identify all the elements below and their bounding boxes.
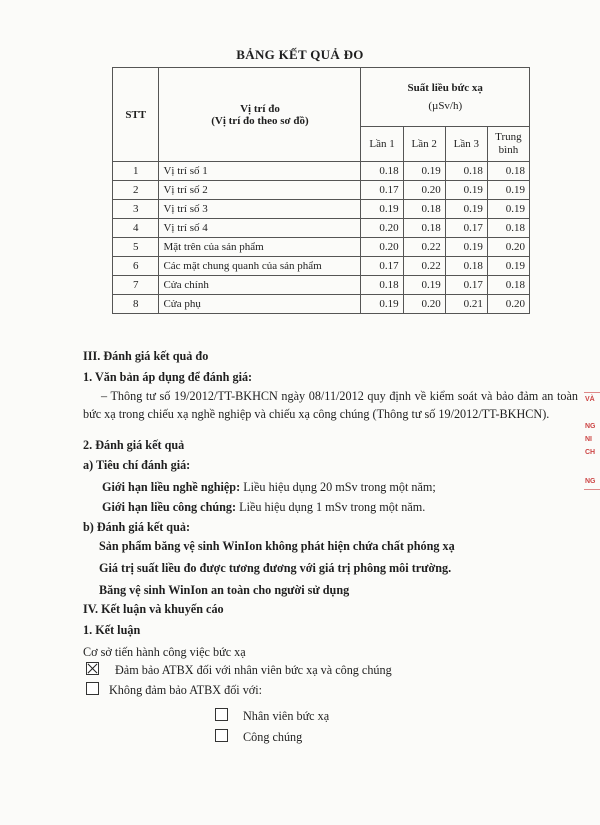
row-average: 0.20 <box>487 295 529 314</box>
checkbox-ensure-checked[interactable] <box>86 662 99 675</box>
row-position: Vị trí số 4 <box>159 219 361 238</box>
row-run-1: 0.20 <box>361 238 403 257</box>
checkbox-not-ensure[interactable] <box>86 682 99 695</box>
table-row <box>113 181 530 200</box>
section-4-heading: IV. Kết luận và khuyến cáo <box>83 602 224 616</box>
margin-rule <box>584 489 600 490</box>
header-position <box>159 68 361 162</box>
facility-text: Cơ sở tiến hành công việc bức xạ <box>83 645 246 659</box>
section-3-2b-heading: b) Đánh giá kết quả: <box>83 520 191 534</box>
row-run-1: 0.17 <box>361 181 403 200</box>
public-limit-line <box>102 498 592 516</box>
row-run-2: 0.22 <box>403 238 445 257</box>
table-row <box>113 200 530 219</box>
row-stt: 8 <box>113 295 159 314</box>
row-stt: 4 <box>113 219 159 238</box>
evaluation-line-3: Băng vệ sinh WinIon an toàn cho người sử dụng <box>99 583 350 597</box>
row-position: Mặt trên của sản phẩm <box>159 238 361 257</box>
margin-mark: NG <box>585 423 596 430</box>
section-3-1-heading: 1. Văn bản áp dụng để đánh giá: <box>83 370 253 384</box>
margin-mark: NI <box>585 436 592 443</box>
header-stt: STT <box>113 68 159 162</box>
row-run-3: 0.18 <box>445 257 487 276</box>
header-average-line2: bình <box>498 144 519 156</box>
row-stt: 2 <box>113 181 159 200</box>
row-run-1: 0.20 <box>361 219 403 238</box>
measurement-results-table <box>112 67 530 314</box>
margin-mark: VÀ <box>585 396 595 403</box>
header-dose-rate-unit: (µSv/h) <box>428 100 463 112</box>
checkbox-ensure-label: Đảm bảo ATBX đối với nhân viên bức xạ và công chúng <box>115 663 392 677</box>
row-average: 0.19 <box>487 181 529 200</box>
occupational-limit-label: Giới hạn liều nghề nghiệp: <box>102 480 241 494</box>
section-3-2a-heading: a) Tiêu chí đánh giá: <box>83 458 191 472</box>
regulation-paragraph: – Thông tư số 19/2012/TT-BKHCN ngày 08/11/2012 quy định về kiểm soát và bảo đảm an toàn bức xạ trong chiếu xạ nghề nghiệp và chiếu xạ công chúng (Thông tư số 19/2012/TT-BKHCN). <box>83 389 578 421</box>
margin-mark: NG <box>585 478 596 485</box>
checkbox-public[interactable] <box>215 729 228 742</box>
row-run-2: 0.18 <box>403 200 445 219</box>
header-position-title: Vị trí đo <box>240 102 280 115</box>
checkbox-radiation-staff-label: Nhân viên bức xạ <box>243 709 330 723</box>
row-run-3: 0.18 <box>445 162 487 181</box>
checkbox-row-ensure <box>86 661 576 679</box>
row-position: Vị trí số 1 <box>159 162 361 181</box>
checkbox-public-label: Công chúng <box>243 730 303 744</box>
public-limit-label: Giới hạn liều công chúng: <box>102 500 237 514</box>
row-stt: 7 <box>113 276 159 295</box>
row-position: Cửa chính <box>159 276 361 295</box>
checkbox-row-public <box>215 728 600 746</box>
table-row <box>113 238 530 257</box>
row-position: Vị trí số 3 <box>159 200 361 219</box>
checkbox-radiation-staff[interactable] <box>215 708 228 721</box>
row-run-3: 0.17 <box>445 219 487 238</box>
header-average-line1: Trung <box>495 131 522 143</box>
public-limit-value: Liều hiệu dụng 1 mSv trong một năm. <box>236 500 426 514</box>
row-stt: 1 <box>113 162 159 181</box>
row-run-2: 0.19 <box>403 276 445 295</box>
row-average: 0.19 <box>487 257 529 276</box>
row-run-1: 0.18 <box>361 276 403 295</box>
table-title: BẢNG KẾT QUẢ ĐO <box>236 47 364 62</box>
header-dose-rate-title: Suất liều bức xạ <box>407 82 483 94</box>
row-run-1: 0.19 <box>361 200 403 219</box>
row-run-3: 0.17 <box>445 276 487 295</box>
row-average: 0.19 <box>487 200 529 219</box>
row-average: 0.18 <box>487 219 529 238</box>
row-average: 0.18 <box>487 276 529 295</box>
checkbox-row-not-ensure <box>86 681 576 699</box>
section-3-2-heading: 2. Đánh giá kết quả <box>83 438 185 452</box>
header-average <box>487 127 529 162</box>
row-run-3: 0.19 <box>445 200 487 219</box>
section-4-1-heading: 1. Kết luận <box>83 623 141 637</box>
row-run-2: 0.22 <box>403 257 445 276</box>
row-average: 0.20 <box>487 238 529 257</box>
row-average: 0.18 <box>487 162 529 181</box>
table-row <box>113 257 530 276</box>
row-position: Vị trí số 2 <box>159 181 361 200</box>
occupational-limit-line <box>102 478 592 496</box>
checkbox-not-ensure-label: Không đảm bảo ATBX đối với: <box>109 683 263 697</box>
header-dose-rate <box>361 68 530 127</box>
row-stt: 6 <box>113 257 159 276</box>
table-row <box>113 276 530 295</box>
row-run-2: 0.20 <box>403 181 445 200</box>
evaluation-line-2: Giá trị suất liều đo được tương đương với giá trị phông môi trường. <box>99 561 452 575</box>
table-row <box>113 219 530 238</box>
row-stt: 3 <box>113 200 159 219</box>
header-position-subtitle: (Vị trí đo theo sơ đồ) <box>211 114 309 127</box>
header-run-2: Lần 2 <box>403 127 445 162</box>
row-run-2: 0.19 <box>403 162 445 181</box>
row-position: Cửa phụ <box>159 295 361 314</box>
row-run-1: 0.19 <box>361 295 403 314</box>
margin-rule <box>584 392 600 393</box>
row-stt: 5 <box>113 238 159 257</box>
margin-mark: CH <box>585 449 596 456</box>
table-row <box>113 295 530 314</box>
header-run-1: Lần 1 <box>361 127 403 162</box>
table-row <box>113 162 530 181</box>
row-run-2: 0.20 <box>403 295 445 314</box>
row-run-1: 0.18 <box>361 162 403 181</box>
section-3-heading: III. Đánh giá kết quả đo <box>83 349 209 363</box>
row-run-3: 0.21 <box>445 295 487 314</box>
row-run-2: 0.18 <box>403 219 445 238</box>
row-run-3: 0.19 <box>445 238 487 257</box>
row-run-1: 0.17 <box>361 257 403 276</box>
header-run-3: Lần 3 <box>445 127 487 162</box>
occupational-limit-value: Liều hiệu dụng 20 mSv trong một năm; <box>240 480 436 494</box>
row-position: Các mặt chung quanh của sản phẩm <box>159 257 361 276</box>
checkbox-row-radiation-staff <box>215 707 600 725</box>
evaluation-line-1: Sản phẩm băng vệ sinh WinIon không phát hiện chứa chất phóng xạ <box>99 539 455 553</box>
row-run-3: 0.19 <box>445 181 487 200</box>
